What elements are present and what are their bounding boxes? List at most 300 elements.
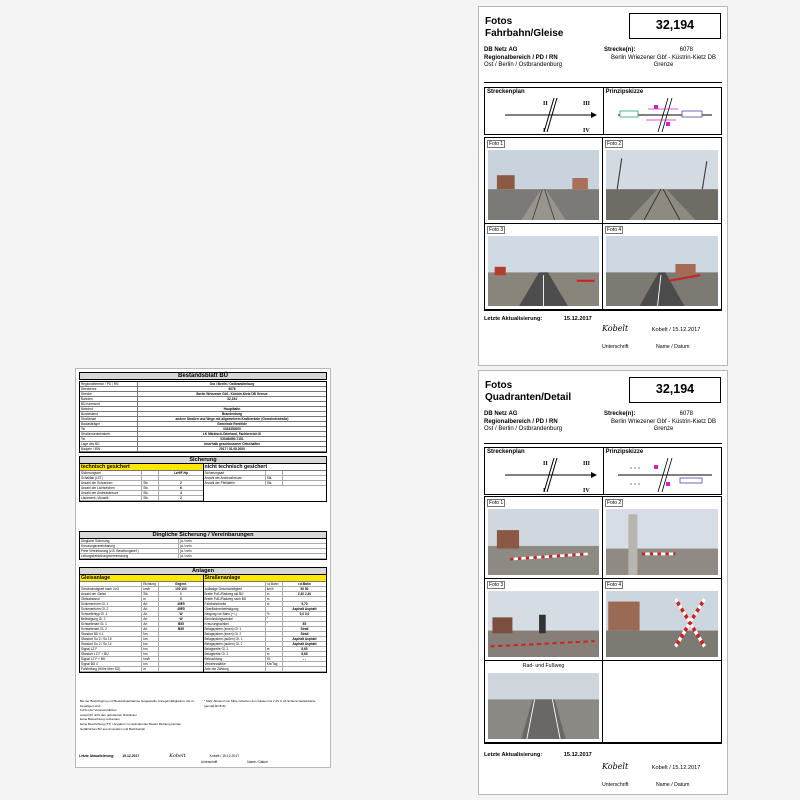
row-label: Oberflächenbefestigung bbox=[204, 607, 239, 611]
footer bbox=[484, 315, 722, 323]
row-unit: Stk. bbox=[141, 481, 158, 485]
info-key: Bahnkm bbox=[80, 397, 138, 401]
row-label: Sicherungsart bbox=[204, 471, 225, 475]
info-row bbox=[80, 447, 326, 452]
bestandsblatt-title: Bestandsblatt BÜ bbox=[79, 372, 327, 380]
title-line-2: Fahrbahn/Gleise bbox=[485, 28, 564, 39]
info-value: Berlin Wriezener Gbf - Küstrin-Kietz DB Grenze bbox=[196, 392, 268, 396]
row-unit: m bbox=[265, 602, 282, 606]
row-value bbox=[158, 662, 202, 666]
bestandsblatt-info-table bbox=[79, 381, 327, 453]
info-key: Straßenart bbox=[80, 417, 138, 421]
row-unit bbox=[265, 632, 282, 636]
photo-image bbox=[606, 509, 718, 575]
row-label: Anzahl der Lichtzeichen bbox=[81, 486, 115, 490]
divider bbox=[484, 82, 722, 83]
photo-caption: Rad- und Fußweg bbox=[522, 663, 565, 669]
row-unit bbox=[265, 667, 282, 671]
row-label: Standort LZ F + BÜ bbox=[81, 652, 109, 656]
photo-image bbox=[488, 509, 599, 575]
row-unit: Art bbox=[141, 627, 158, 631]
title-line-1: Fotos bbox=[485, 16, 513, 27]
info-key: Tel bbox=[80, 437, 138, 441]
table-row bbox=[80, 496, 203, 501]
photo-label: Foto 4 bbox=[607, 227, 622, 233]
strecke-number: 6078 bbox=[679, 411, 693, 417]
row-value: 8,65 bbox=[282, 652, 326, 656]
row-value: 49E5 bbox=[158, 607, 202, 611]
streckenplan-label: Streckenplan bbox=[487, 449, 525, 455]
aktualisierung-label: Letzte Aktualisierung: bbox=[79, 754, 115, 758]
row-value bbox=[158, 657, 202, 661]
photo-cell bbox=[603, 579, 721, 661]
fotos-quadranten-sheet bbox=[478, 370, 728, 795]
info-value: Ost / Berlin / Ostbrandenburg bbox=[209, 382, 255, 386]
row-unit: ja / nein bbox=[178, 544, 203, 548]
row-label: Fahrbahnbreite bbox=[204, 602, 227, 606]
info-key: BÜ-Kennwort bbox=[80, 402, 138, 406]
info-key: Baulastträger bbox=[80, 422, 138, 426]
unterschrift-label: Unterschrift bbox=[602, 782, 629, 788]
row-unit: km/h bbox=[141, 657, 158, 661]
info-key: Straßenverkehrsbeh. bbox=[80, 432, 138, 436]
aktualisierung-date: 15.12.2017 bbox=[563, 752, 592, 758]
bestandsblatt-footer bbox=[79, 754, 327, 759]
row-value bbox=[282, 667, 326, 671]
plans-row bbox=[484, 447, 722, 495]
photo-cell bbox=[485, 497, 603, 579]
header-label bbox=[204, 582, 265, 586]
bestandsblatt-footer-labels bbox=[79, 760, 327, 765]
row-value: W bbox=[158, 617, 202, 621]
signature-labels bbox=[484, 343, 722, 351]
row-value: 1 bbox=[158, 592, 202, 596]
info-key: Lage des BÜ bbox=[80, 442, 138, 446]
name-datum-label: Name / Datum bbox=[655, 782, 690, 788]
photo-cell bbox=[485, 138, 603, 224]
row-value: B55 bbox=[158, 622, 202, 626]
row-value bbox=[282, 471, 326, 475]
row-label: Belagsystem (außen) Gl. 1 bbox=[204, 637, 243, 641]
table-row bbox=[204, 667, 327, 672]
quadrant-label: II bbox=[543, 101, 548, 107]
row-label: Befestigung Gl. 2 bbox=[81, 617, 106, 621]
row-value bbox=[158, 476, 202, 480]
row-value: 6 bbox=[158, 486, 202, 490]
row-value: LzH/F-Hp bbox=[158, 471, 202, 475]
row-unit: Art bbox=[141, 602, 158, 606]
sicherung-title: Sicherung bbox=[79, 456, 327, 464]
quadrant-label: I bbox=[543, 128, 546, 134]
row-unit: km bbox=[141, 647, 158, 651]
photo-label: Foto 1 bbox=[489, 141, 504, 147]
title-line-1: Fotos bbox=[485, 380, 513, 391]
aktualisierung-date: 15.12.2017 bbox=[122, 754, 140, 758]
photo-image bbox=[606, 591, 718, 657]
row-label: Dingliche Sicherung bbox=[81, 539, 110, 543]
info-value: Brandenburg bbox=[221, 412, 242, 416]
row-value: B55 bbox=[158, 627, 202, 631]
row-unit: % bbox=[265, 612, 282, 616]
photo-cell-extra bbox=[485, 661, 603, 743]
streckenplan-label: Streckenplan bbox=[487, 89, 525, 95]
photo-image bbox=[606, 236, 718, 306]
strecke-label: Strecke(n): bbox=[604, 47, 636, 53]
row-label: Breite Fuß-/Radweg nach BÜ bbox=[204, 597, 247, 601]
row-unit bbox=[265, 642, 282, 646]
row-value: 100 100 bbox=[158, 587, 202, 591]
row-label: Geschwindigkeit nach VzG bbox=[81, 587, 120, 591]
row-unit: m bbox=[265, 647, 282, 651]
photo-label: Foto 4 bbox=[607, 582, 622, 588]
prinzipskizze-diagram bbox=[610, 456, 718, 494]
row-label: Belagsystem (innen) Gl. 2 bbox=[204, 632, 242, 636]
row-unit: ° bbox=[265, 622, 282, 626]
signature-row bbox=[484, 325, 722, 334]
info-key: Strecke bbox=[80, 392, 138, 396]
row-label: Schwellentyp Gl. 1 bbox=[81, 612, 108, 616]
photo-image bbox=[488, 150, 599, 220]
row-label: Schienenform Gl. 1 bbox=[81, 602, 109, 606]
row-value: 0,0 0,0 bbox=[282, 612, 326, 616]
row-value: 8,65 bbox=[282, 647, 326, 651]
row-unit: Stk. bbox=[141, 491, 158, 495]
sheet-title bbox=[485, 380, 571, 404]
signature-row bbox=[484, 763, 722, 772]
sheet-title bbox=[485, 16, 563, 40]
row-label: Neigung vor Bahn (+/-) bbox=[204, 612, 237, 616]
dinglich-section bbox=[79, 531, 327, 560]
row-label: Anzahl der Andreaskreuze bbox=[204, 476, 242, 480]
row-unit: m bbox=[265, 592, 282, 596]
info-value: Hauptbahn bbox=[223, 407, 241, 411]
row-label: Einmündungswinkel bbox=[204, 617, 233, 621]
info-value bbox=[138, 402, 326, 406]
signature: Kobelt bbox=[602, 762, 629, 771]
row-value bbox=[158, 667, 202, 671]
streckenplan bbox=[485, 448, 603, 494]
row-value: 50 50 bbox=[282, 587, 326, 591]
unterschrift-label: Unterschrift bbox=[201, 760, 218, 764]
unterschrift-label: Unterschrift bbox=[602, 344, 629, 350]
row-unit: Stk. bbox=[265, 481, 282, 485]
row-label: Belagbreite Gl. 2 bbox=[204, 652, 229, 656]
quadrant-label: III bbox=[583, 101, 591, 107]
row-value: 5,70 bbox=[282, 602, 326, 606]
note-line: keine Beleuchtung vorhanden bbox=[80, 717, 120, 722]
table-row bbox=[80, 667, 203, 672]
row-unit: ja / nein bbox=[178, 549, 203, 553]
signature: Kobelt bbox=[169, 753, 186, 759]
info-key: Baujahr / IBN bbox=[80, 447, 138, 451]
row-unit bbox=[265, 607, 282, 611]
row-label: zulässige Geschwindigkeit bbox=[204, 587, 242, 591]
row-value: 0 bbox=[158, 597, 202, 601]
nicht-technisch-gesichert-table bbox=[203, 464, 327, 501]
info-value: 03346/850-7151 bbox=[220, 437, 244, 441]
fotos-fahrbahn-sheet bbox=[478, 6, 728, 366]
row-unit: Stk. bbox=[141, 486, 158, 490]
row-unit: Kfz/Tag bbox=[265, 662, 282, 666]
row-unit: km bbox=[141, 637, 158, 641]
row-value: 49E5 bbox=[158, 602, 202, 606]
org-block bbox=[484, 47, 602, 70]
row-unit bbox=[141, 476, 158, 480]
org-region: Ost / Berlin / Ostbrandenburg bbox=[484, 62, 563, 68]
plans-row bbox=[484, 87, 722, 135]
divider bbox=[484, 443, 722, 444]
row-unit: km/h bbox=[141, 587, 158, 591]
row-label: Anzahl der Pfeiltafeln bbox=[204, 481, 235, 485]
row-value bbox=[282, 597, 326, 601]
row-label: Jahr der Zählung bbox=[204, 667, 229, 671]
info-value: LK Märkisch-Oderland, Fachbereich III bbox=[202, 432, 262, 436]
row-label: Sicherungsart bbox=[81, 471, 101, 475]
streckenplan bbox=[485, 88, 603, 134]
row-unit bbox=[265, 471, 282, 475]
prinzipskizze-diagram bbox=[610, 96, 718, 134]
note-line: keine Beschriftung (TT) / Angaben zu verändernder Bauart Richtung Norden bbox=[80, 721, 182, 726]
row-unit: km bbox=[141, 662, 158, 666]
aktualisierung-date: 15.12.2017 bbox=[563, 316, 592, 322]
row-unit: Art bbox=[141, 617, 158, 621]
info-value: andere Straßen und Wege mit allgemeinem Kraftverkehr (Gemeindestraße) bbox=[175, 417, 289, 421]
row-label: Belagsystem (außen) Gl. 2 bbox=[204, 642, 243, 646]
row-label: Beleuchtung bbox=[204, 657, 223, 661]
row-label: Schienenform Gl. 2 bbox=[81, 607, 109, 611]
streckenplan-diagram bbox=[491, 456, 599, 494]
prinzipskizze bbox=[603, 448, 722, 494]
aktualisierung-label: Letzte Aktualisierung: bbox=[484, 752, 543, 758]
row-label: Breite Fuß-/Radweg mit BÜ bbox=[204, 592, 244, 596]
row-value: Asphalt Asphalt bbox=[282, 637, 326, 641]
row-unit bbox=[265, 637, 282, 641]
empty-cell bbox=[603, 661, 721, 743]
row-value: Strail bbox=[282, 627, 326, 631]
info-key: Regionalbereich / PD / RN bbox=[80, 382, 138, 386]
row-value bbox=[282, 617, 326, 621]
signature-labels bbox=[484, 781, 722, 789]
row-label: Gleisabstand bbox=[81, 597, 100, 601]
quadrant-label: II bbox=[543, 461, 548, 467]
prinzipskizze bbox=[603, 88, 722, 134]
row-label: Signal LZ F bbox=[81, 647, 98, 651]
streckenplan-diagram bbox=[491, 96, 599, 134]
note-line: entspricht nicht den geforderten Richtlinien bbox=[80, 712, 137, 717]
info-value: 32,194 bbox=[227, 397, 237, 401]
row-value: 2 bbox=[158, 481, 202, 485]
anlagen-section bbox=[79, 567, 327, 673]
row-unit: km bbox=[141, 632, 158, 636]
photo-image bbox=[488, 673, 599, 739]
technisch-gesichert-table bbox=[80, 464, 203, 501]
row-unit: Stk. bbox=[141, 496, 158, 500]
photo-label: Foto 3 bbox=[489, 582, 504, 588]
row-unit: km/h bbox=[265, 587, 282, 591]
row-unit: St. bbox=[265, 657, 282, 661]
photo-label: Foto 2 bbox=[607, 141, 622, 147]
info-value: 0334354000 bbox=[223, 427, 241, 431]
row-unit: Stk. bbox=[141, 592, 158, 596]
photo-label: Foto 3 bbox=[489, 227, 504, 233]
photo-cell bbox=[603, 497, 721, 579]
row-unit: m bbox=[141, 597, 158, 601]
bestandsblatt-notes bbox=[80, 699, 200, 731]
photo-grid bbox=[484, 496, 722, 744]
photo-image bbox=[488, 236, 599, 306]
info-key: Bahnhof bbox=[80, 407, 138, 411]
info-key: Tel bbox=[80, 427, 138, 431]
row-unit: m bbox=[141, 667, 158, 671]
strecke-name: Berlin Wriezener Gbf - Küstrin-Kietz DB Grenze bbox=[611, 54, 716, 68]
photo-cell bbox=[603, 224, 721, 310]
row-label: Anzahl der Schranken bbox=[81, 481, 113, 485]
row-value: 2 bbox=[158, 496, 202, 500]
title-line-2: Quadranten/Detail bbox=[485, 392, 572, 403]
row-label: Schwellenart Gl. 1 bbox=[81, 622, 107, 626]
bestandsblatt-sheet bbox=[75, 368, 331, 768]
row-unit: ° bbox=[265, 617, 282, 621]
row-label: Standort Su 2 / So 15 bbox=[81, 637, 112, 641]
org-block bbox=[484, 411, 602, 434]
gleisanlage-table bbox=[80, 575, 203, 672]
row-label: Freie Vereinbarung (z.B. Bewirtungsbef.) bbox=[81, 549, 139, 553]
row-unit bbox=[141, 471, 158, 475]
row-unit bbox=[265, 627, 282, 631]
table-row bbox=[80, 554, 326, 559]
info-value: innerhalb geschlossener Ortschaften bbox=[203, 442, 261, 446]
header-unit: Richtung bbox=[141, 582, 158, 586]
dinglich-title: Dingliche Sicherung / Vereinbarungen bbox=[79, 531, 327, 539]
row-label: Anzahl der Andreaskreuze bbox=[81, 491, 119, 495]
sicherung-section bbox=[79, 456, 327, 502]
row-value bbox=[158, 647, 202, 651]
name-datum-label: Name / Datum bbox=[655, 344, 690, 350]
strassenanlage-header: Straßenanlage bbox=[204, 575, 327, 582]
nicht-technisch-header: nicht technisch gesichert bbox=[204, 464, 327, 471]
signer-name: Kobelt / 15.12.2017 bbox=[651, 327, 701, 333]
row-value: Strail bbox=[282, 632, 326, 636]
signer-name: Kobelt / 15.12.2017 bbox=[651, 765, 701, 771]
row-label: Standort BÜ 0.1 bbox=[81, 632, 104, 636]
header-value: Gegenr. bbox=[158, 582, 202, 586]
row-value bbox=[158, 632, 202, 636]
row-value bbox=[158, 642, 202, 646]
photo-cell bbox=[603, 138, 721, 224]
photo-label: Foto 1 bbox=[489, 500, 504, 506]
prinzipskizze-label: Prinzipskizze bbox=[605, 89, 644, 95]
table-row bbox=[204, 481, 327, 486]
row-unit: Art bbox=[141, 622, 158, 626]
anlagen-title: Anlagen bbox=[79, 567, 327, 575]
header-value: r.d.Bahn bbox=[282, 582, 326, 586]
row-value bbox=[282, 476, 326, 480]
prinzipskizze-label: Prinzipskizze bbox=[605, 449, 644, 455]
row-unit: m bbox=[265, 597, 282, 601]
strecke-block bbox=[604, 47, 723, 70]
org-name: DB Netz AG bbox=[484, 47, 518, 53]
technisch-gesichert-header: technisch gesichert bbox=[80, 464, 203, 471]
info-key: Bundesland bbox=[80, 412, 138, 416]
note-line: Bei der Besichtigung und Bestandsaufnahme festgestellte Unregelmäßigkeiten, die zu beseitigen sind: bbox=[80, 699, 195, 708]
row-label: Verkehrsstärke bbox=[204, 662, 226, 666]
row-unit: ja / nein bbox=[178, 539, 203, 543]
row-value: 85 bbox=[282, 622, 326, 626]
note-line: Kürzel der Verantwortlichen bbox=[80, 708, 117, 713]
row-label: Kreuzungsvereinbarung bbox=[81, 544, 115, 548]
row-label: Kreuzungswinkel bbox=[204, 622, 229, 626]
aktualisierung-label: Letzte Aktualisierung: bbox=[484, 316, 543, 322]
photo-label: Foto 2 bbox=[607, 500, 622, 506]
strecke-block bbox=[604, 411, 723, 434]
row-value: - - bbox=[282, 657, 326, 661]
gleisanlage-header: Gleisanlage bbox=[80, 575, 203, 582]
header-label bbox=[80, 582, 141, 586]
signer-name: Kobelt / 15.12.2017 bbox=[209, 754, 240, 758]
photo-image bbox=[606, 150, 718, 220]
row-label: Läutewerk / Akustik bbox=[81, 496, 109, 500]
row-unit: Art bbox=[141, 607, 158, 611]
signature: Kobelt bbox=[602, 324, 629, 333]
row-unit: km bbox=[141, 642, 158, 646]
row-value bbox=[158, 637, 202, 641]
row-label: Leitungsbenutzungsvereinbarung bbox=[81, 554, 129, 558]
org-unit: Regionalbereich / PD / RN bbox=[484, 418, 558, 425]
quadrant-label: I bbox=[543, 488, 546, 494]
info-key: Streckennr. bbox=[80, 387, 138, 391]
row-unit: m bbox=[265, 652, 282, 656]
org-name: DB Netz AG bbox=[484, 411, 518, 417]
org-region: Ost / Berlin / Ostbrandenburg bbox=[484, 426, 563, 432]
row-label: Standort Su 2 / So 14 bbox=[81, 642, 112, 646]
footer bbox=[484, 751, 722, 759]
row-value: 2,40 2,40 bbox=[282, 592, 326, 596]
name-datum-label: Name / Datum bbox=[247, 760, 268, 764]
strecke-name: Berlin Wriezener Gbf - Küstrin-Kietz DB Grenze bbox=[611, 418, 716, 432]
photo-cell bbox=[485, 579, 603, 661]
note-line: Gefährliches BÜ aus Anomalien und Bahnbetrieb bbox=[80, 726, 146, 731]
photo-image bbox=[488, 591, 599, 657]
row-label: Signal LZ F + BÜ bbox=[81, 657, 106, 661]
row-unit: ja / nein bbox=[178, 554, 203, 558]
strecke-number: 6078 bbox=[679, 47, 693, 53]
strassenanlage-table bbox=[203, 575, 327, 672]
photo-grid bbox=[484, 137, 722, 311]
quadrant-label: IV bbox=[583, 128, 590, 134]
row-label: Belagbreite Gl. 1 bbox=[204, 647, 229, 651]
photo-cell bbox=[485, 224, 603, 310]
row-value bbox=[158, 652, 202, 656]
quadrant-label: III bbox=[583, 461, 591, 467]
row-label: Anzahl der Gleise bbox=[81, 592, 107, 596]
row-label: Fahrleitung (Höhe über SO) bbox=[81, 667, 121, 671]
row-value: W bbox=[158, 612, 202, 616]
bahnkm-box: 32,194 bbox=[629, 377, 721, 403]
dinglich-table bbox=[79, 539, 327, 560]
row-unit: km bbox=[141, 652, 158, 656]
header-unit: l.d.Bahn bbox=[265, 582, 282, 586]
row-unit: Art bbox=[141, 612, 158, 616]
row-unit: Stk. bbox=[265, 476, 282, 480]
row-label: Belagsystem (innen) Gl. 1 bbox=[204, 627, 242, 631]
row-value bbox=[282, 662, 326, 666]
org-unit: Regionalbereich / PD / RN bbox=[484, 54, 558, 61]
strecke-label: Strecke(n): bbox=[604, 411, 636, 417]
info-value: Gemeinde Rehfelde bbox=[217, 422, 247, 426]
row-value bbox=[282, 481, 326, 485]
row-value: 4 bbox=[158, 491, 202, 495]
row-value: Asphalt Asphalt bbox=[282, 607, 326, 611]
